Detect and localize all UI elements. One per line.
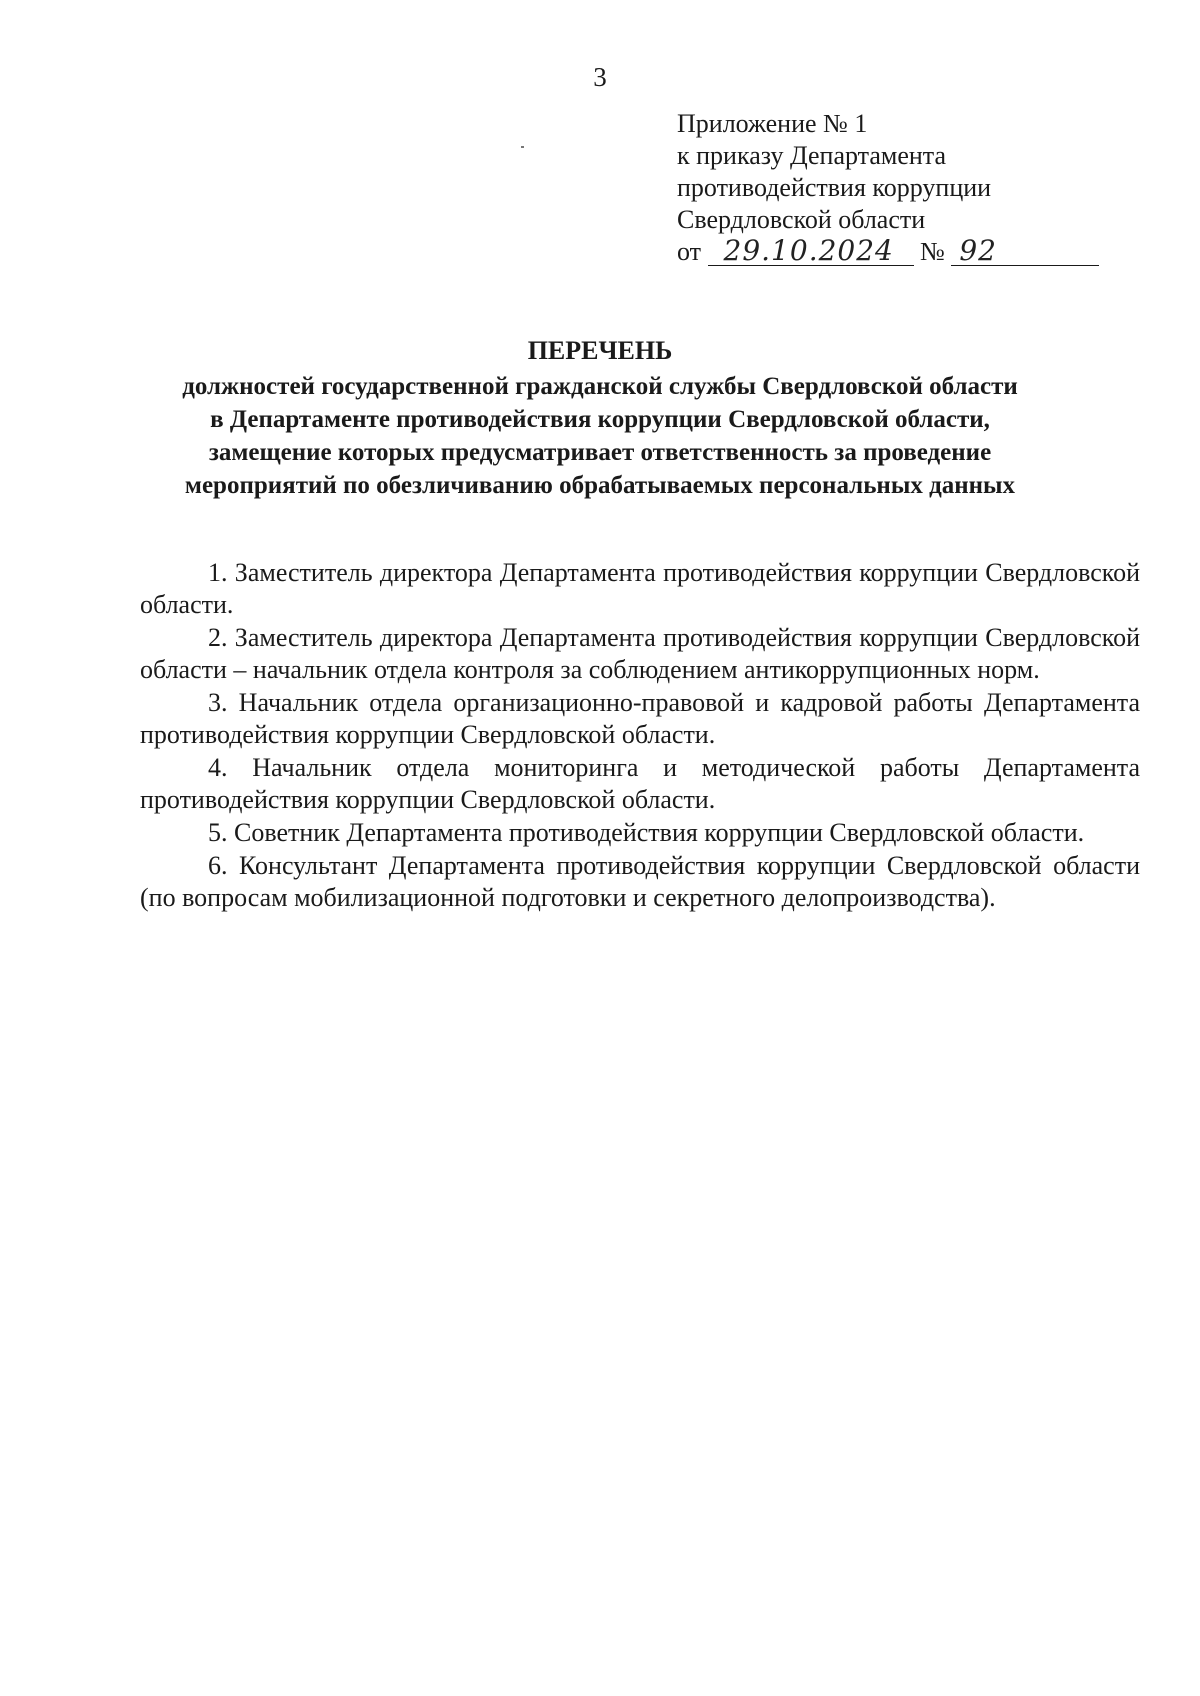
list-item: 3. Начальник отдела организационно-правовой и кадровой работы Департамента противодействия коррупции Свердловской области. <box>140 688 1140 749</box>
document-title: ПЕРЕЧЕНЬ <box>527 336 673 365</box>
list-item: 4. Начальник отдела мониторинга и методической работы Департамента противодействия коррупции Свердловской области. <box>140 753 1140 814</box>
list-item: 2. Заместитель директора Департамента противодействия коррупции Свердловской области – начальник отдела контроля за соблюдением антикоррупционных норм. <box>140 623 1140 684</box>
heading-line-1: должностей государственной гражданской службы Свердловской области <box>182 373 1018 400</box>
positions-list <box>140 557 1140 915</box>
heading-line-4: мероприятий по обезличиванию обрабатываемых персональных данных <box>184 472 1016 499</box>
list-item: 1. Заместитель директора Департамента противодействия коррупции Свердловской области. <box>140 558 1140 619</box>
appendix-line-2: к приказу Департамента <box>677 141 947 170</box>
appendix-line-3: противодействия коррупции <box>677 173 992 202</box>
list-item: 5. Советник Департамента противодействия коррупции Свердловской области. <box>208 818 1085 847</box>
scan-speck <box>521 146 524 148</box>
heading-line-3: замещение которых предусматривает ответственность за проведение <box>208 439 992 466</box>
handwritten-number: 92 <box>951 237 1099 266</box>
list-item: 6. Консультант Департамента противодействия коррупции Свердловской области (по вопросам мобилизационной подготовки и секретного делопроизводства). <box>140 851 1140 912</box>
page-number: 3 <box>593 62 607 92</box>
number-label: № <box>920 237 945 266</box>
appendix-block <box>677 108 1099 268</box>
handwritten-date: 29.10.2024 <box>708 237 914 266</box>
from-label: от <box>677 237 702 266</box>
appendix-line-1: Приложение № 1 <box>677 109 868 138</box>
heading-line-2: в Департаменте противодействия коррупции Свердловской области, <box>210 406 990 433</box>
appendix-line-4: Свердловской области <box>677 205 926 234</box>
document-heading <box>100 334 1100 502</box>
appendix-date-number-line <box>677 236 1099 268</box>
